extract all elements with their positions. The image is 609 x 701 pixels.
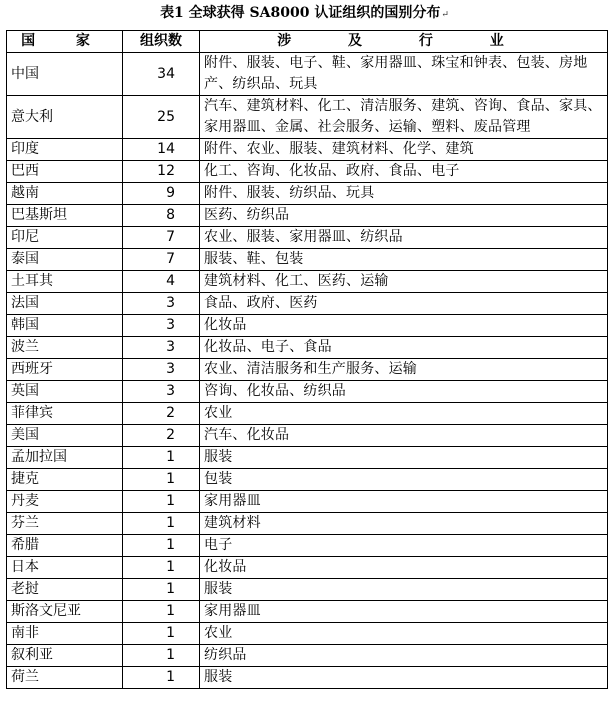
industry-cell: 附件、服装、纺织品、玩具 <box>200 183 608 205</box>
country-cell: 土耳其 <box>7 271 123 293</box>
table-row <box>7 381 608 403</box>
count-cell: 3 <box>123 293 200 315</box>
country-cell: 斯洛文尼亚 <box>7 601 123 623</box>
industry-cell: 服装 <box>200 447 608 469</box>
table-row <box>7 425 608 447</box>
country-cell: 日本 <box>7 557 123 579</box>
table-row <box>7 293 608 315</box>
table-row <box>7 315 608 337</box>
country-cell: 中国 <box>7 53 123 96</box>
header-count: 组织数 <box>123 31 200 53</box>
industry-cell: 食品、政府、医药 <box>200 293 608 315</box>
count-cell: 1 <box>123 645 200 667</box>
industry-cell: 服装 <box>200 579 608 601</box>
industry-cell: 农业、服装、家用器皿、纺织品 <box>200 227 608 249</box>
table-row <box>7 667 608 689</box>
industry-cell: 化妆品、电子、食品 <box>200 337 608 359</box>
country-cell: 巴基斯坦 <box>7 205 123 227</box>
country-cell: 菲律宾 <box>7 403 123 425</box>
industry-cell: 电子 <box>200 535 608 557</box>
table-row <box>7 447 608 469</box>
table-row <box>7 601 608 623</box>
industry-cell: 化妆品 <box>200 315 608 337</box>
count-cell: 2 <box>123 403 200 425</box>
table-row <box>7 535 608 557</box>
industry-cell: 服装、鞋、包装 <box>200 249 608 271</box>
count-cell: 34 <box>123 53 200 96</box>
count-cell: 1 <box>123 535 200 557</box>
industry-cell: 咨询、化妆品、纺织品 <box>200 381 608 403</box>
count-cell: 1 <box>123 469 200 491</box>
table-body <box>7 53 608 689</box>
table-row <box>7 579 608 601</box>
industry-cell: 家用器皿 <box>200 601 608 623</box>
count-cell: 3 <box>123 337 200 359</box>
industry-cell: 汽车、建筑材料、化工、清洁服务、建筑、咨询、食品、家具、家用器皿、金属、社会服务、运输、塑料、废品管理 <box>200 96 608 139</box>
country-cell: 印度 <box>7 139 123 161</box>
industry-cell: 服装 <box>200 667 608 689</box>
industry-cell: 农业 <box>200 403 608 425</box>
country-cell: 韩国 <box>7 315 123 337</box>
table-row <box>7 623 608 645</box>
country-cell: 印尼 <box>7 227 123 249</box>
country-cell: 西班牙 <box>7 359 123 381</box>
country-cell: 法国 <box>7 293 123 315</box>
table-title-text: 表1 全球获得 SA8000 认证组织的国别分布 <box>160 5 441 21</box>
industry-cell: 包装 <box>200 469 608 491</box>
country-cell: 越南 <box>7 183 123 205</box>
count-cell: 7 <box>123 249 200 271</box>
count-cell: 1 <box>123 601 200 623</box>
count-cell: 7 <box>123 227 200 249</box>
count-cell: 3 <box>123 315 200 337</box>
industry-cell: 医药、纺织品 <box>200 205 608 227</box>
industry-cell: 化工、咨询、化妆品、政府、食品、电子 <box>200 161 608 183</box>
country-cell: 巴西 <box>7 161 123 183</box>
industry-cell: 农业、清洁服务和生产服务、运输 <box>200 359 608 381</box>
industry-cell: 农业 <box>200 623 608 645</box>
count-cell: 1 <box>123 667 200 689</box>
country-cell: 泰国 <box>7 249 123 271</box>
table-row <box>7 183 608 205</box>
table-row <box>7 249 608 271</box>
count-cell: 1 <box>123 447 200 469</box>
table-row <box>7 359 608 381</box>
industry-cell: 建筑材料 <box>200 513 608 535</box>
table-row <box>7 161 608 183</box>
country-cell: 孟加拉国 <box>7 447 123 469</box>
industry-cell: 附件、服装、电子、鞋、家用器皿、珠宝和钟表、包装、房地产、纺织品、玩具 <box>200 53 608 96</box>
country-cell: 叙利亚 <box>7 645 123 667</box>
count-cell: 1 <box>123 491 200 513</box>
paragraph-mark: ↵ <box>441 10 449 20</box>
industry-cell: 化妆品 <box>200 557 608 579</box>
industry-cell: 建筑材料、化工、医药、运输 <box>200 271 608 293</box>
country-cell: 丹麦 <box>7 491 123 513</box>
table-title <box>0 4 609 24</box>
count-cell: 1 <box>123 623 200 645</box>
table-row <box>7 227 608 249</box>
country-cell: 希腊 <box>7 535 123 557</box>
count-cell: 8 <box>123 205 200 227</box>
industry-cell: 汽车、化妆品 <box>200 425 608 447</box>
count-cell: 14 <box>123 139 200 161</box>
country-cell: 美国 <box>7 425 123 447</box>
header-industry: 涉 及 行 业 <box>200 31 608 53</box>
country-cell: 芬兰 <box>7 513 123 535</box>
country-cell: 英国 <box>7 381 123 403</box>
count-cell: 1 <box>123 557 200 579</box>
industry-cell: 家用器皿 <box>200 491 608 513</box>
country-distribution-table <box>6 30 608 689</box>
table-row <box>7 337 608 359</box>
table-row <box>7 645 608 667</box>
country-cell: 荷兰 <box>7 667 123 689</box>
count-cell: 2 <box>123 425 200 447</box>
table-row <box>7 96 608 139</box>
country-cell: 意大利 <box>7 96 123 139</box>
table-row <box>7 139 608 161</box>
country-cell: 南非 <box>7 623 123 645</box>
count-cell: 12 <box>123 161 200 183</box>
count-cell: 9 <box>123 183 200 205</box>
count-cell: 1 <box>123 579 200 601</box>
country-cell: 捷克 <box>7 469 123 491</box>
count-cell: 4 <box>123 271 200 293</box>
industry-cell: 附件、农业、服装、建筑材料、化学、建筑 <box>200 139 608 161</box>
table-row <box>7 491 608 513</box>
header-country: 国 家 <box>7 31 123 53</box>
count-cell: 3 <box>123 359 200 381</box>
count-cell: 25 <box>123 96 200 139</box>
country-cell: 老挝 <box>7 579 123 601</box>
table-row <box>7 557 608 579</box>
table-row <box>7 205 608 227</box>
header-row <box>7 31 608 53</box>
table-row <box>7 403 608 425</box>
count-cell: 3 <box>123 381 200 403</box>
table-row <box>7 271 608 293</box>
table-row <box>7 53 608 96</box>
count-cell: 1 <box>123 513 200 535</box>
table-row <box>7 469 608 491</box>
industry-cell: 纺织品 <box>200 645 608 667</box>
country-cell: 波兰 <box>7 337 123 359</box>
table-row <box>7 513 608 535</box>
